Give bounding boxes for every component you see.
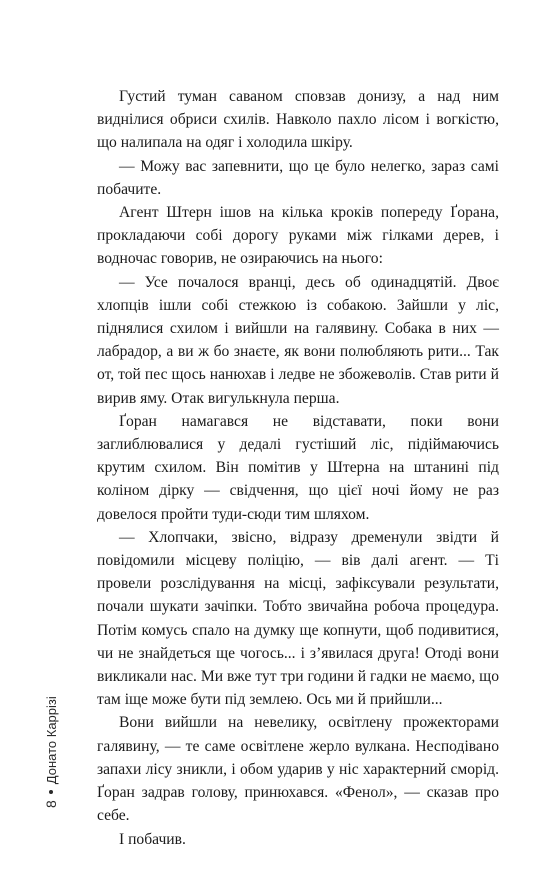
author-name: Донато Каррізі	[43, 696, 59, 785]
paragraph: — Можу вас запевнити, що це було нелегко, зараз самі побачите.	[97, 157, 499, 198]
paragraph: Ґоран намагався не відставати, поки вони заглиблювалися у дедалі густіший ліс, підіймаючись крутим схилом. Він помітив у Штерна на штанині під коліном дірку — свідчення, що цієї ночі йому не раз довелося пройти туди-сюди тим шляхом.	[97, 412, 499, 523]
paragraph: Густий туман саваном сповзав донизу, а над ним виднілися обриси схилів. Навколо пахло лісом і вогкістю, що налипала на одяг і холодила шкіру.	[97, 88, 499, 152]
paragraph: Агент Штерн ішов на кілька кроків попереду Ґорана, прокладаючи собі дорогу руками між гілками дерев, і водночас говорив, не озираючись на нього:	[97, 204, 499, 268]
running-header	[43, 696, 59, 808]
page-body	[97, 85, 499, 851]
paragraph: І побачив.	[119, 830, 186, 848]
bullet-icon	[49, 790, 53, 794]
page-number: 8	[43, 800, 59, 808]
paragraph: Вони вийшли на невелику, освітлену прожекторами галявину, — те саме освітлене жерло вулкана. Несподівано запахи лісу зникли, і обом ударив у ніс характерний сморід. Ґоран задрав голову, принюхався. «Фенол», — сказав про себе.	[97, 714, 499, 825]
paragraph: — Хлопчаки, звісно, відразу дременули звідти й повідомили місцеву поліцію, — вів далі агент. — Ті провели розслідування на місці, зафіксували результати, почали шукати зачіпки. Тобто звичайна робоча процедура. Потім комусь спало на думку ще копнути, щоб подивитися, чи не знайдеться ще чогось... і з’явилася друга! Отоді вони викликали нас. Ми вже тут три години й гадки не маємо, що там іще може бути під землею. Ось ми й прийшли...	[97, 528, 499, 709]
paragraph: — Усе почалося вранці, десь об одинадцятій. Двоє хлопців ішли собі стежкою із собакою. Зайшли у ліс, піднялися схилом і вийшли на галявину. Собака в них — лабрадор, а ви ж бо знаєте, як вони полюбляють рити... Так от, той пес щось нанюхав і ледве не збожеволів. Став рити й вирив яму. Отак вигулькнула перша.	[97, 273, 499, 407]
